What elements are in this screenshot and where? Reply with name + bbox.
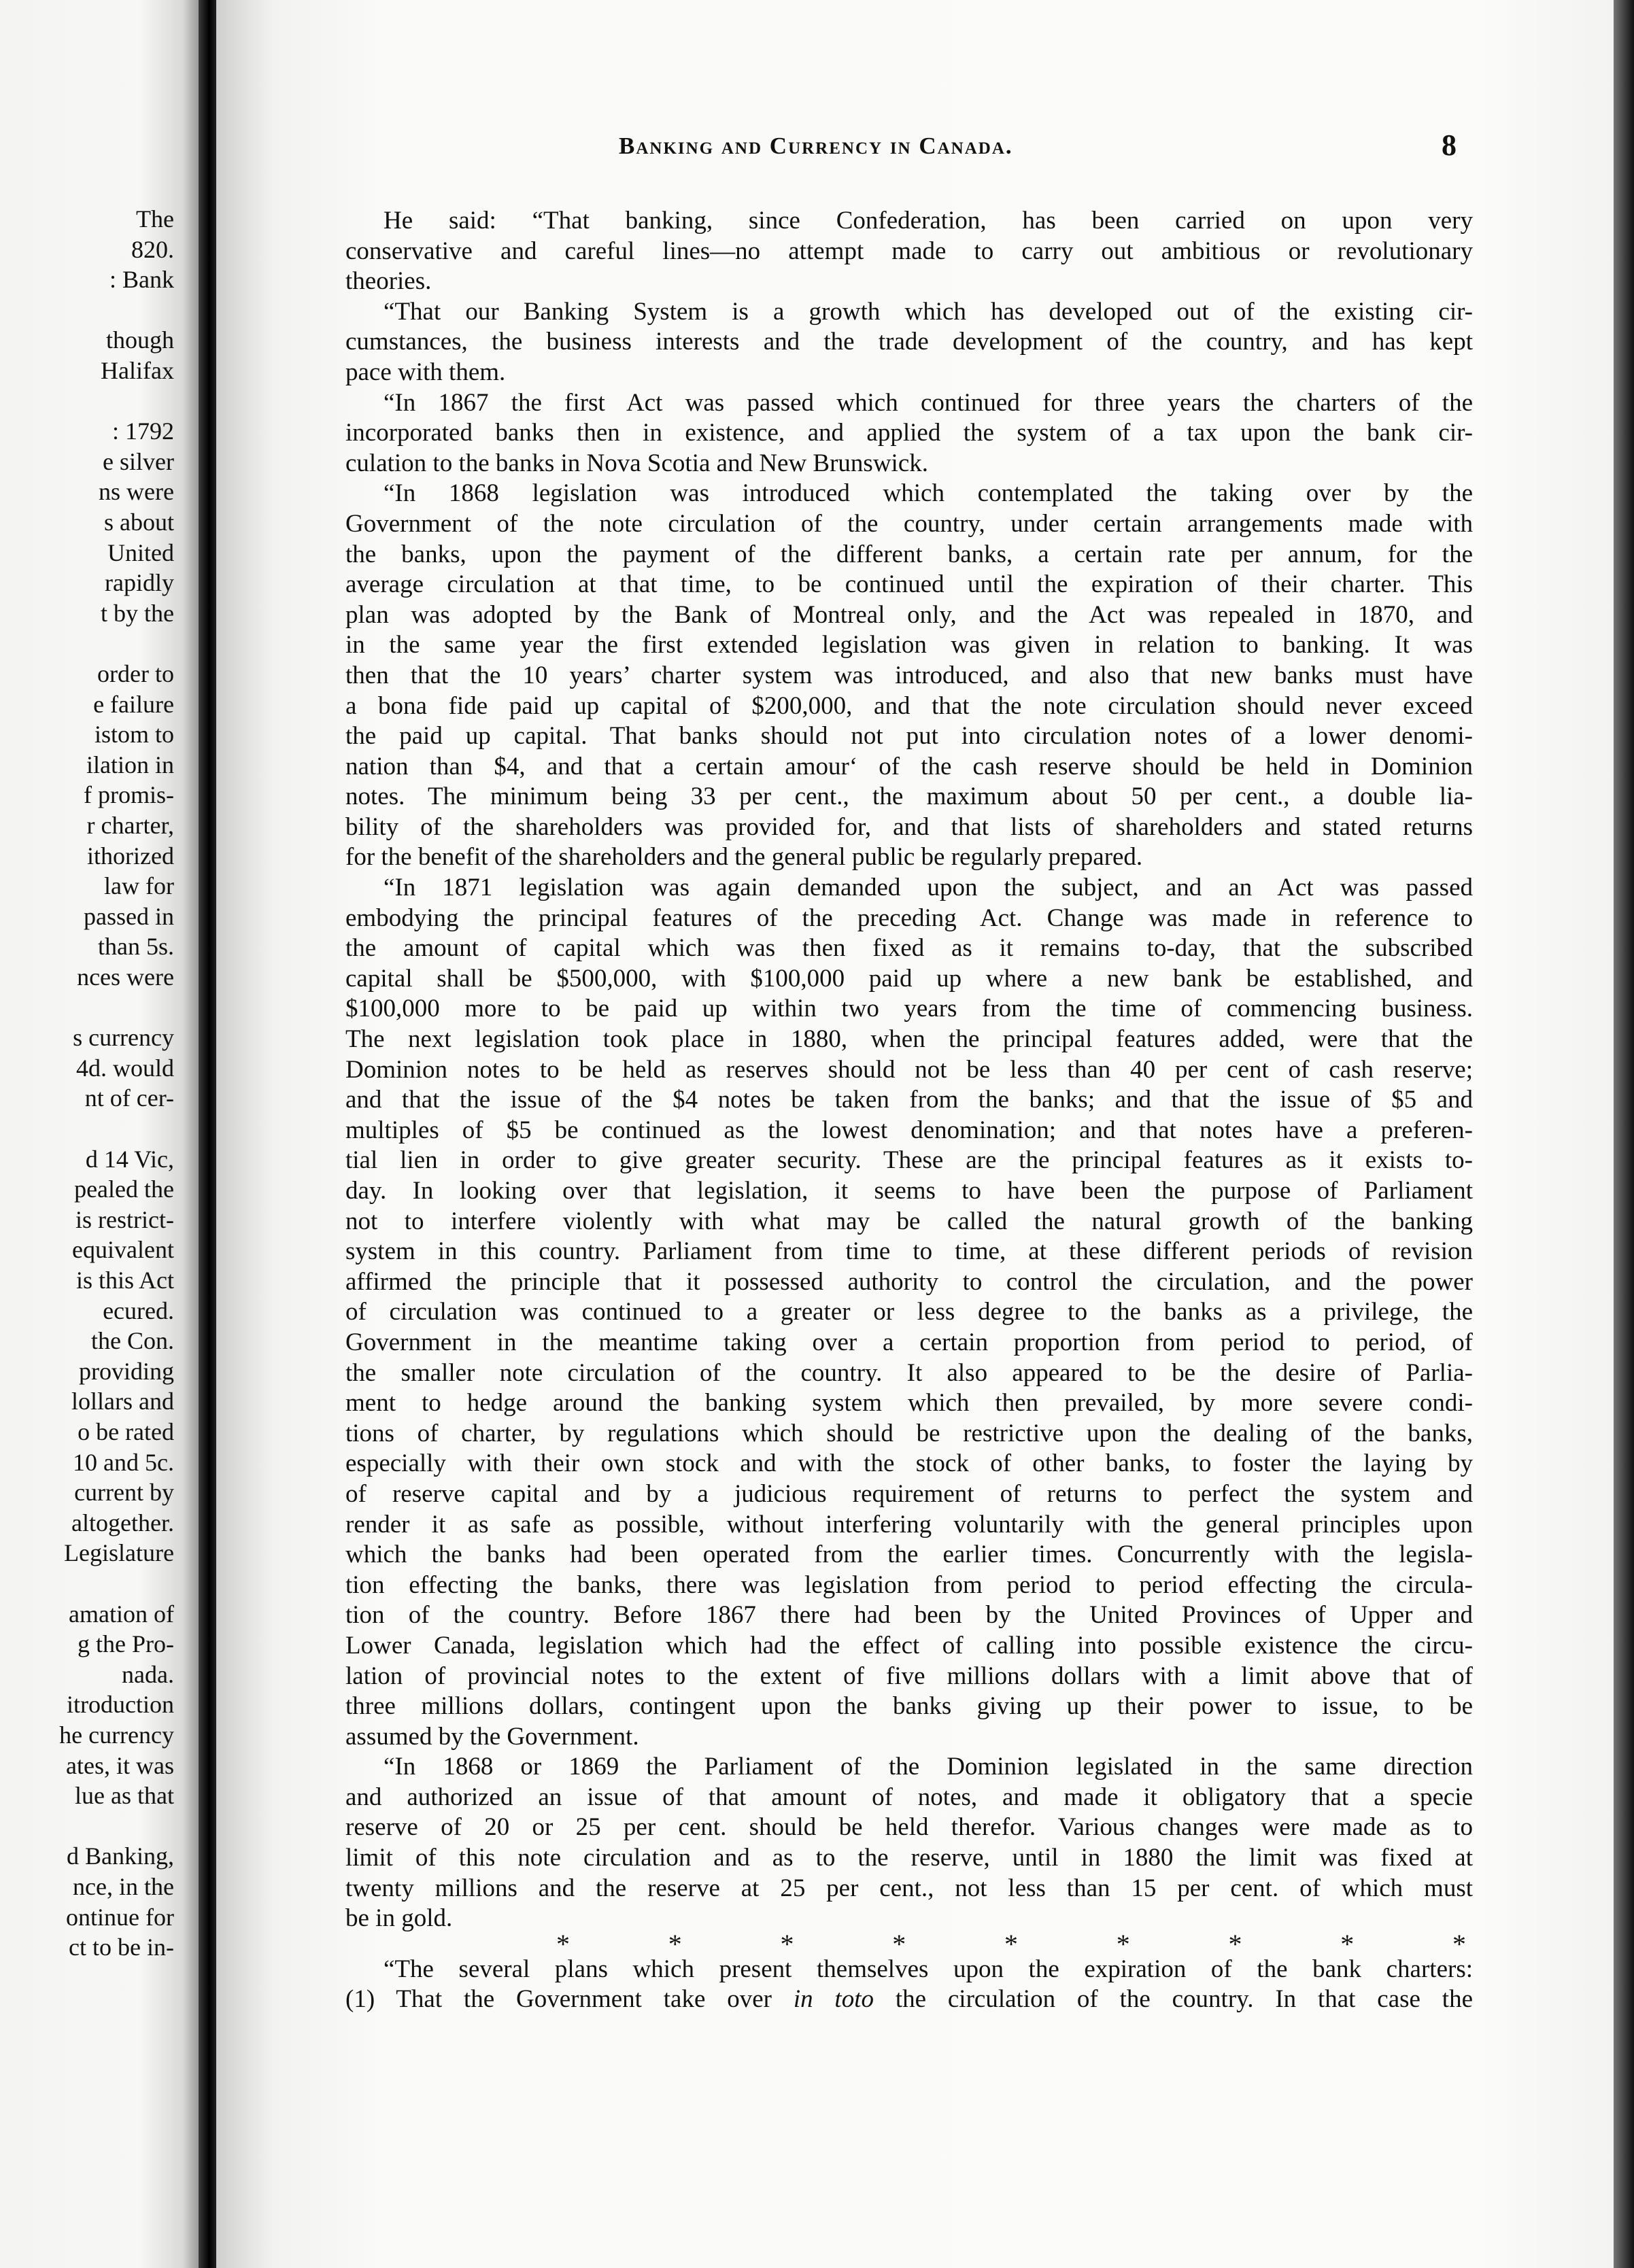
body-line: $100,000 more to be paid up within two years from the time of commencing business. — [345, 995, 1473, 1023]
body-line: average circulation at that time, to be continued until the expiration of their charter. This — [345, 570, 1473, 599]
left-fragment-line: nt of cer- — [84, 1084, 174, 1112]
page-edge-shadow — [1614, 0, 1634, 2268]
left-fragment-line: s about — [104, 509, 174, 536]
asterisk: * — [668, 1928, 682, 1959]
left-fragment-line: e failure — [93, 690, 174, 718]
body-line: “In 1867 the first Act was passed which continued for three years the charters of the — [384, 388, 1473, 417]
body-line: day. In looking over that legislation, it seems to have been the purpose of Parliament — [345, 1177, 1473, 1205]
body-line: of circulation was continued to a greater or less degree to the banks as a privilege, the — [345, 1298, 1473, 1326]
asterisk: * — [892, 1928, 906, 1959]
asterisk: * — [1116, 1928, 1130, 1959]
left-fragment-line: he currency — [59, 1721, 174, 1749]
left-fragment-line: Halifax — [101, 357, 174, 384]
body-line: for the benefit of the shareholders and the general public be regularly prepared. — [345, 843, 1143, 872]
left-fragment-line: r charter, — [86, 812, 174, 839]
closing-line-2-before: (1) That the Government take over — [345, 1985, 794, 2014]
body-line: the banks, upon the payment of the different banks, a certain rate per annum, for the — [345, 540, 1473, 568]
left-fragment-line: ilation in — [86, 751, 174, 778]
body-line: a bona fide paid up capital of $200,000, and that the note circulation should never exceed — [345, 691, 1473, 720]
left-fragment-line: d Banking, — [67, 1842, 174, 1870]
left-fragment-line: d 14 Vic, — [85, 1145, 174, 1173]
left-fragment-line: rapidly — [105, 569, 174, 597]
body-line: be in gold. — [345, 1904, 453, 1933]
body-line: and that the issue of the $4 notes be taken from the banks; and that the issue of $5 and — [345, 1086, 1473, 1114]
asterisk-separator — [345, 1928, 1473, 1959]
body-line: assumed by the Government. — [345, 1722, 639, 1751]
left-fragment-line: passed in — [84, 902, 174, 930]
body-line: three millions dollars, contingent upon the banks giving up their power to issue, to be — [345, 1692, 1473, 1721]
left-fragment-line: equivalent — [72, 1236, 174, 1264]
left-fragment-line: current by — [74, 1479, 174, 1507]
body-line: capital shall be $500,000, with $100,000 paid up where a new bank be established, and — [345, 964, 1473, 993]
body-line: “In 1868 or 1869 the Parliament of the Dominion legislated in the same direction — [384, 1753, 1473, 1781]
body-line: plan was adopted by the Bank of Montreal only, and the Act was repealed in 1870, and — [345, 600, 1473, 629]
left-fragment-line: amation of — [69, 1600, 174, 1628]
left-fragment-line: ecured. — [103, 1296, 174, 1324]
body-lines — [345, 206, 1473, 1934]
left-fragment-line: United — [107, 538, 174, 566]
left-fragment-line: altogether. — [71, 1509, 174, 1536]
left-fragment-line: though — [105, 326, 174, 354]
left-fragment-line: 4d. would — [76, 1054, 174, 1082]
body-line: in the same year the first extended legislation was given in relation to banking. It was — [345, 631, 1473, 659]
page-number: 8 — [1442, 128, 1457, 162]
left-fragment-line: itroduction — [67, 1691, 174, 1719]
body-line: “In 1868 legislation was introduced which contemplated the taking over by the — [384, 479, 1473, 508]
body-line: render it as safe as possible, without interfering voluntarily with the general principles upon — [345, 1510, 1473, 1539]
body-line: “In 1871 legislation was again demanded upon the subject, and an Act was passed — [384, 874, 1473, 902]
left-fragment-line: ns were — [99, 478, 174, 506]
left-fragment-line: : Bank — [109, 266, 174, 294]
asterisk: * — [1004, 1928, 1018, 1959]
left-fragment-line: f promis- — [84, 781, 174, 809]
left-fragment-line: istom to — [94, 721, 174, 749]
left-fragment-line: nce, in the — [73, 1873, 174, 1900]
left-fragment-line: ontinue for — [66, 1903, 174, 1931]
left-fragment-line: ct to be in- — [69, 1934, 174, 1961]
body-line: twenty millions and the reserve at 25 per cent., not less than 15 per cent. of which must — [345, 1874, 1473, 1902]
closing-line-2-italic: in toto — [793, 1985, 874, 2014]
body-line: multiples of $5 be continued as the lowest denomination; and that notes have a preferen- — [345, 1116, 1473, 1144]
body-line: Lower Canada, legislation which had the effect of calling into possible existence the circu- — [345, 1631, 1473, 1660]
body-line: the amount of capital which was then fixed as it remains to-day, that the subscribed — [345, 934, 1473, 963]
body-line: The next legislation took place in 1880, when the principal features added, were that the — [345, 1025, 1473, 1054]
left-fragment-line: is this Act — [75, 1267, 174, 1294]
left-fragment-line: ithorized — [87, 842, 174, 870]
left-fragment-line: 10 and 5c. — [73, 1448, 174, 1476]
body-line: incorporated banks then in existence, and applied the system of a tax upon the bank cir- — [345, 419, 1473, 447]
body-line: not to interfere violently with what may be called the natural growth of the banking — [345, 1207, 1473, 1235]
body-line: then that the 10 years’ charter system was introduced, and also that new banks must have — [345, 661, 1473, 689]
body-line: Government of the note circulation of the country, under certain arrangements made with — [345, 509, 1473, 538]
left-fragment-line: providing — [79, 1357, 174, 1385]
left-fragment-line: nces were — [77, 963, 174, 991]
body-line: the smaller note circulation of the country. It also appeared to be the desire of Parlia- — [345, 1358, 1473, 1387]
book-gutter — [199, 0, 216, 2268]
body-line: the paid up capital. That banks should not put into circulation notes of a lower denomi- — [345, 722, 1473, 751]
closing-line-1-text: “The several plans which present themselves upon the expiration of the bank charters: — [384, 1955, 1473, 1983]
left-fragment-line: The — [136, 205, 174, 233]
body-line: conservative and careful lines—no attempt made to carry out ambitious or revolutionary — [345, 237, 1473, 265]
left-fragment-line: the Con. — [91, 1327, 174, 1355]
body-line: tion effecting the banks, there was legislation from period to period effecting the circula- — [345, 1570, 1473, 1599]
left-facing-page — [0, 0, 199, 2268]
left-fragment-line: order to — [97, 660, 174, 687]
asterisk: * — [556, 1928, 570, 1959]
body-text — [345, 206, 1473, 2015]
body-line: tions of charter, by regulations which should be restrictive upon the dealing of the banks, — [345, 1419, 1473, 1447]
left-fragment-line: than 5s. — [98, 933, 174, 961]
body-line: He said: “That banking, since Confederation, has been carried on upon very — [384, 207, 1473, 235]
body-line: bility of the shareholders was provided for, and that lists of shareholders and stated returns — [345, 812, 1473, 841]
left-fragment-line: s currency — [73, 1024, 174, 1052]
asterisk: * — [1340, 1928, 1355, 1959]
asterisk: * — [1228, 1928, 1242, 1959]
left-fragment-line: ates, it was — [66, 1751, 174, 1779]
running-title: Banking and Currency in Canada. — [619, 133, 1013, 159]
body-line: culation to the banks in Nova Scotia and New Brunswick. — [345, 449, 928, 477]
body-line: of reserve capital and by a judicious requirement of returns to perfect the system and — [345, 1479, 1473, 1508]
body-line: cumstances, the business interests and the trade development of the country, and has kept — [345, 328, 1473, 356]
asterisk: * — [1452, 1928, 1466, 1959]
left-fragment-line: lue as that — [75, 1782, 174, 1810]
body-line: notes. The minimum being 33 per cent., the maximum about 50 per cent., a double lia- — [345, 783, 1473, 811]
asterisk: * — [780, 1928, 794, 1959]
left-fragment-line: is restrict- — [75, 1205, 174, 1233]
body-line: Dominion notes to be held as reserves should not be less than 40 per cent of cash reserve; — [345, 1055, 1473, 1084]
left-fragment-line: nada. — [122, 1660, 174, 1688]
closing-line-2-after: the circulation of the country. In that case the — [874, 1985, 1473, 2014]
left-fragment-line: e silver — [103, 447, 174, 475]
body-line: tial lien in order to give greater security. These are the principal features as it exists to- — [345, 1146, 1473, 1175]
body-line: Government in the meantime taking over a certain proportion from period to period, of — [345, 1328, 1473, 1356]
body-line: pace with them. — [345, 358, 506, 386]
body-line: limit of this note circulation and as to the reserve, until in 1880 the limit was fixed at — [345, 1844, 1473, 1872]
left-fragment-line: lollars and — [71, 1388, 174, 1415]
body-line: reserve of 20 or 25 per cent. should be held therefor. Various changes were made as to — [345, 1813, 1473, 1842]
left-fragment-line: pealed the — [74, 1175, 174, 1203]
body-line: affirmed the principle that it possessed authority to control the circulation, and the power — [345, 1267, 1473, 1296]
left-fragment-line: t by the — [101, 599, 174, 627]
body-line: lation of provincial notes to the extent of five millions dollars with a limit above that of — [345, 1662, 1473, 1690]
body-line: nation than $4, and that a certain amour‘ of the cash reserve should be held in Dominion — [345, 752, 1473, 780]
left-fragment-line: Legislature — [64, 1539, 174, 1567]
left-fragment-line: o be rated — [78, 1418, 174, 1445]
left-fragment-line: 820. — [131, 235, 174, 263]
body-line: especially with their own stock and with the stock of other banks, to foster the laying by — [345, 1449, 1473, 1478]
body-line: and authorized an issue of that amount of notes, and made it obligatory that a specie — [345, 1783, 1473, 1811]
left-fragment-line: law for — [104, 872, 174, 900]
body-line: theories. — [345, 267, 432, 296]
left-fragment-line: g the Pro- — [78, 1630, 174, 1658]
closing-line-1 — [345, 1955, 1473, 1985]
left-fragment-line: : 1792 — [112, 417, 174, 445]
body-line: tion of the country. Before 1867 there had been by the United Provinces of Upper and — [345, 1601, 1473, 1630]
body-line: system in this country. Parliament from time to time, at these different periods of revision — [345, 1237, 1473, 1266]
closing-line-2 — [345, 1984, 1473, 2015]
body-line: which the banks had been operated from the earlier times. Concurrently with the legisla- — [345, 1541, 1473, 1569]
body-line: ment to hedge around the banking system which then prevailed, by more severe condi- — [345, 1389, 1473, 1418]
body-line: “That our Banking System is a growth which has developed out of the existing cir- — [384, 297, 1473, 326]
body-line: embodying the principal features of the preceding Act. Change was made in reference to — [345, 904, 1473, 932]
